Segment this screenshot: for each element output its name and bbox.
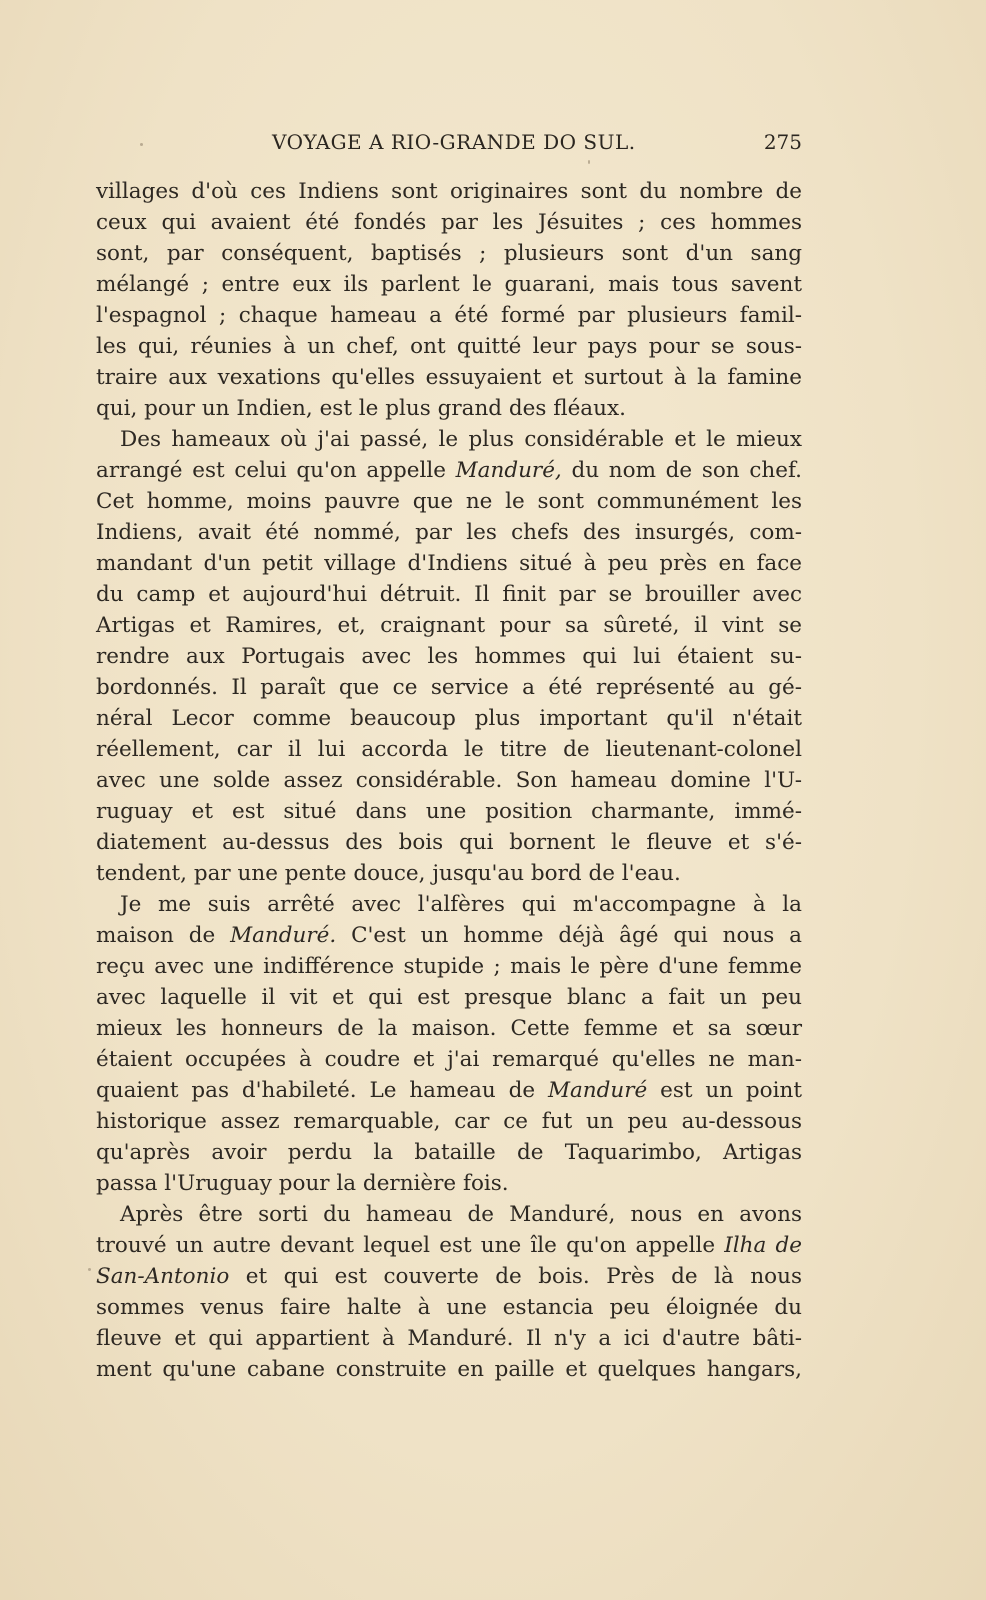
- text-line: Indiens, avait été nommé, par les chefs des insurgés, com-: [96, 520, 802, 545]
- paper-speck: [140, 143, 143, 146]
- text-line: diatement au-dessus des bois qui bornent le fleuve et s'é-: [96, 830, 802, 855]
- text-line: néral Lecor comme beaucoup plus important qu'il n'était: [96, 706, 802, 731]
- text-line: avec laquelle il vit et qui est presque blanc a fait un peu: [96, 985, 802, 1010]
- running-title: VOYAGE A RIO-GRANDE DO SUL.: [272, 130, 636, 154]
- text-line: passa l'Uruguay pour la dernière fois.: [96, 1171, 509, 1196]
- text-line: bordonnés. Il paraît que ce service a été représenté au gé-: [96, 675, 802, 700]
- text-line: reçu avec une indifférence stupide ; mais le père d'une femme: [96, 954, 802, 979]
- text-line: mélangé ; entre eux ils parlent le guarani, mais tous savent: [96, 272, 802, 297]
- place-name: Manduré.: [230, 923, 337, 948]
- text-run: maison de: [96, 923, 231, 948]
- text-line: ceux qui avaient été fondés par les Jésuites ; ces hommes: [96, 210, 802, 235]
- text-line: l'espagnol ; chaque hameau a été formé par plusieurs famil-: [96, 303, 802, 328]
- text-line: Je me suis arrêté avec l'alfères qui m'accompagne à la: [120, 892, 802, 917]
- place-name: Ilha de: [724, 1233, 802, 1258]
- text-line: [96, 1261, 802, 1292]
- text-line: historique assez remarquable, car ce fut un peu au-dessous: [96, 1109, 802, 1134]
- text-line: traire aux vexations qu'elles essuyaient et surtout à la famine: [96, 365, 802, 390]
- text-run: est un point: [647, 1078, 802, 1103]
- text-line: les qui, réunies à un chef, ont quitté leur pays pour se sous-: [96, 334, 802, 359]
- place-name: Manduré,: [455, 458, 562, 483]
- text-line: qui, pour un Indien, est le plus grand des fléaux.: [96, 396, 626, 421]
- text-line: ment qu'une cabane construite en paille et quelques hangars,: [96, 1357, 802, 1382]
- paper-speck: [88, 1268, 91, 1271]
- text-line: [96, 455, 802, 486]
- text-line: rendre aux Portugais avec les hommes qui lui étaient su-: [96, 644, 802, 669]
- text-line: mieux les honneurs de la maison. Cette femme et sa sœur: [96, 1016, 802, 1041]
- running-head: [96, 130, 802, 160]
- text-line: réellement, car il lui accorda le titre de lieutenant-colonel: [96, 737, 802, 762]
- text-run: arrangé est celui qu'on appelle: [96, 458, 456, 483]
- text-line: Des hameaux où j'ai passé, le plus considérable et le mieux: [120, 427, 802, 452]
- text-line: sont, par conséquent, baptisés ; plusieurs sont d'un sang: [96, 241, 802, 266]
- text-line: étaient occupées à coudre et j'ai remarqué qu'elles ne man-: [96, 1047, 802, 1072]
- text-line: [96, 1075, 802, 1106]
- text-line: avec une solde assez considérable. Son hameau domine l'U-: [96, 768, 802, 793]
- text-run: du nom de son chef.: [561, 458, 802, 483]
- text-line: [96, 920, 802, 951]
- place-name: San-Antonio: [96, 1264, 230, 1289]
- paper-speck: [588, 160, 590, 164]
- text-line: du camp et aujourd'hui détruit. Il finit par se brouiller avec: [96, 582, 802, 607]
- page-number: 275: [763, 130, 802, 154]
- text-run: trouvé un autre devant lequel est une île qu'on appelle: [96, 1233, 725, 1258]
- text-line: ruguay et est situé dans une position charmante, immé-: [96, 799, 802, 824]
- text-line: Cet homme, moins pauvre que ne le sont communément les: [96, 489, 802, 514]
- body-text: [96, 176, 802, 1385]
- text-line: tendent, par une pente douce, jusqu'au bord de l'eau.: [96, 861, 681, 886]
- text-line: qu'après avoir perdu la bataille de Taquarimbo, Artigas: [96, 1140, 802, 1165]
- text-line: Après être sorti du hameau de Manduré, nous en avons: [120, 1202, 802, 1227]
- text-run: C'est un homme déjà âgé qui nous a: [336, 923, 802, 948]
- text-line: [96, 1230, 802, 1261]
- text-line: Artigas et Ramires, et, craignant pour sa sûreté, il vint se: [96, 613, 802, 638]
- text-line: mandant d'un petit village d'Indiens situé à peu près en face: [96, 551, 802, 576]
- text-line: villages d'où ces Indiens sont originaires sont du nombre de: [96, 179, 802, 204]
- text-line: fleuve et qui appartient à Manduré. Il n'y a ici d'autre bâti-: [96, 1326, 802, 1351]
- text-run: et qui est couverte de bois. Près de là nous: [229, 1264, 802, 1289]
- place-name: Manduré: [547, 1078, 648, 1103]
- text-run: quaient pas d'habileté. Le hameau de: [96, 1078, 548, 1103]
- text-line: sommes venus faire halte à une estancia peu éloignée du: [96, 1295, 802, 1320]
